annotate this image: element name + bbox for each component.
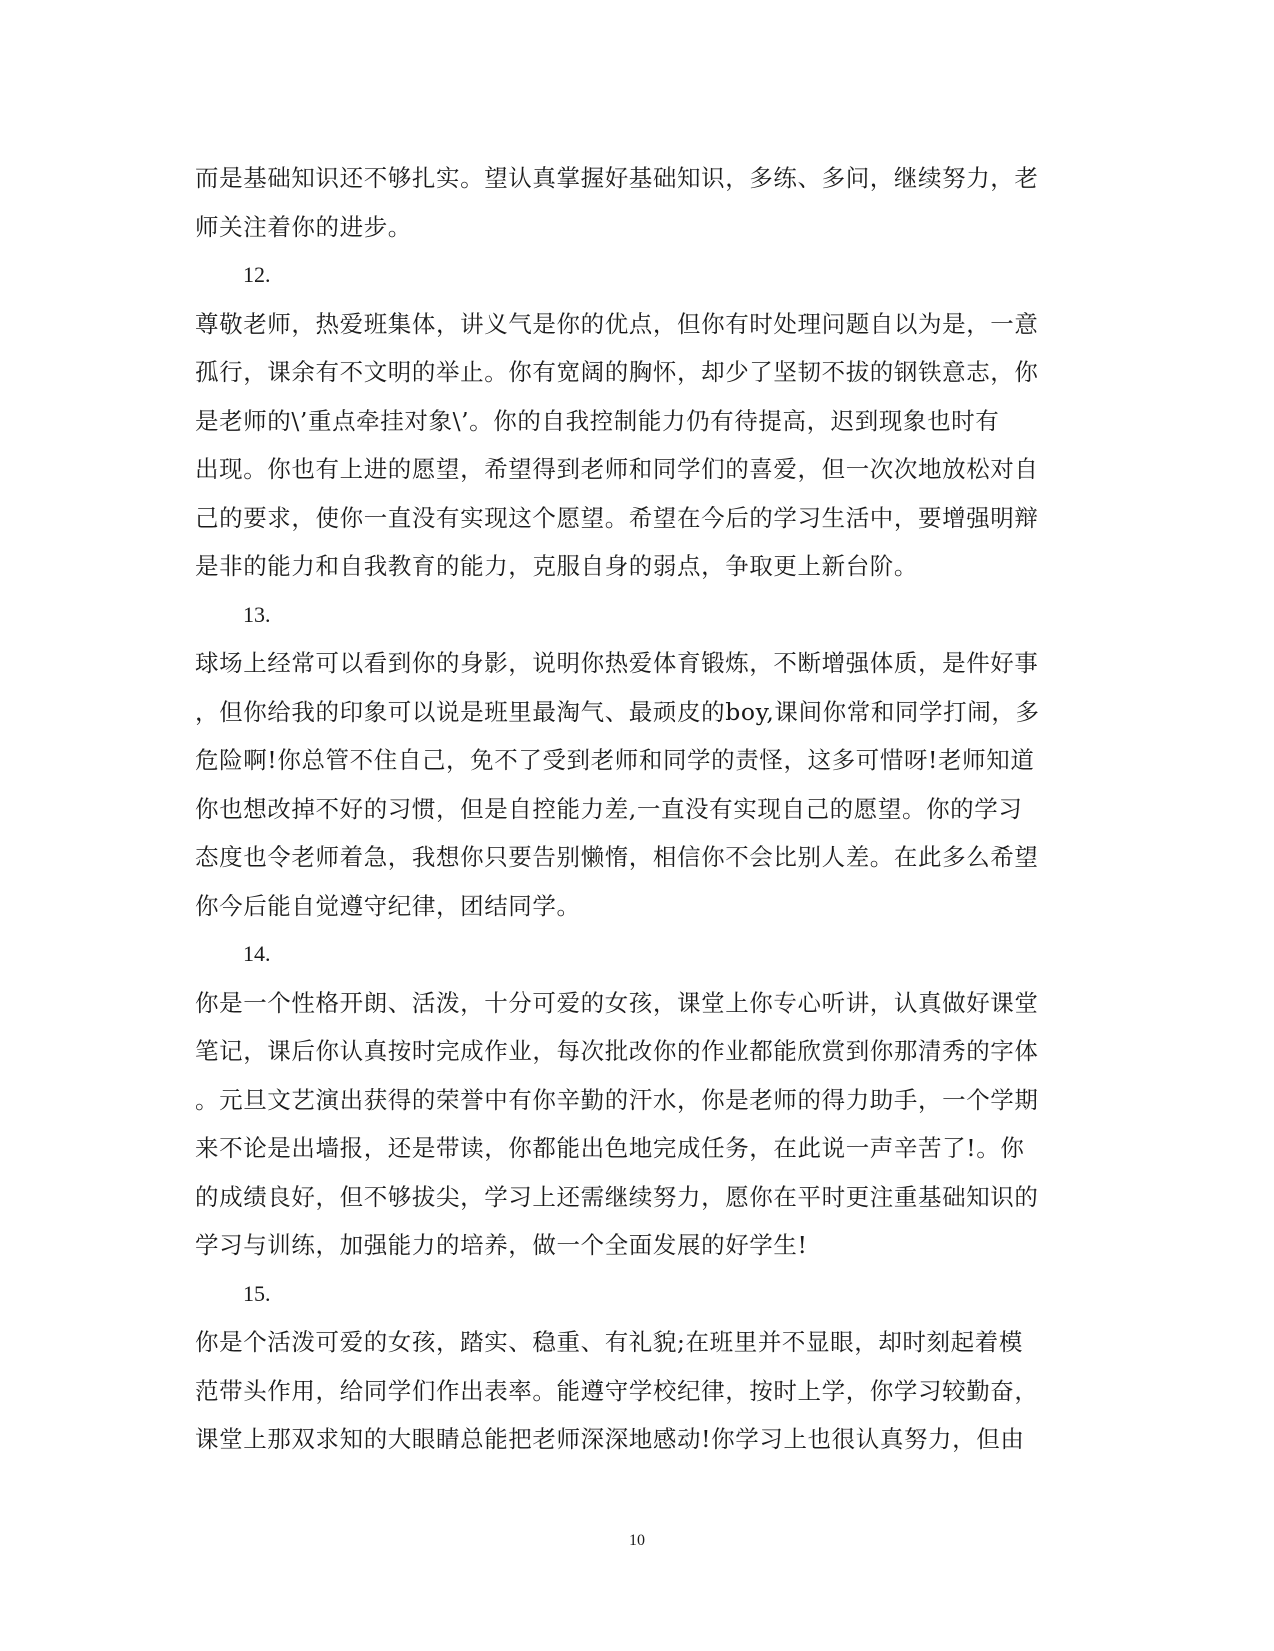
text-line: 而是基础知识还不够扎实。望认真掌握好基础知识，多练、多问，继续努力，老: [195, 164, 1039, 192]
text-line: 你是个活泼可爱的女孩，踏实、稳重、有礼貌;在班里并不显眼，却时刻起着模: [195, 1328, 1023, 1356]
text-line: 你今后能自觉遵守纪律，团结同学。: [195, 891, 581, 920]
text-line: 课堂上那双求知的大眼睛总能把老师深深地感动!你学习上也很认真努力，但由: [195, 1425, 1025, 1453]
section-number: 15.: [243, 1280, 271, 1306]
comment-section-13: [195, 591, 1075, 931]
text-line: 你是一个性格开朗、活泼，十分可爱的女孩，课堂上你专心听讲，认真做好课堂: [195, 988, 1039, 1017]
section-number: 12.: [243, 262, 271, 287]
text-line: 师关注着你的进步。: [195, 212, 412, 241]
comment-section-15: [195, 1270, 1075, 1464]
text-line: 笔记，课后你认真按时完成作业，每次批改你的作业都能欣赏到你那清秀的字体: [195, 1037, 1039, 1065]
text-line: 危险啊!你总管不住自己，免不了受到老师和同学的责怪，这多可惜呀!老师知道: [195, 746, 1035, 774]
comment-section-12: [195, 251, 1075, 591]
text-line: 是老师的\’重点牵挂对象\’。你的自我控制能力仍有待提高，迟到现象也时有: [195, 406, 1000, 435]
section-number: 13.: [243, 601, 271, 627]
text-line: 态度也令老师着急，我想你只要告别懒惰，相信你不会比别人差。在此多么希望: [195, 843, 1039, 871]
section-number: 14.: [243, 941, 271, 966]
text-line: 范带头作用，给同学们作出表率。能遵守学校纪律，按时上学，你学习较勤奋，: [195, 1376, 1039, 1405]
text-line: ，但你给我的印象可以说是班里最淘气、最顽皮的boy,课间你常和同学打闹，多: [195, 697, 1040, 726]
page-number: 10: [629, 1532, 645, 1549]
text-line: 你也想改掉不好的习惯，但是自控能力差,一直没有实现自己的愿望。你的学习: [195, 794, 1023, 823]
text-line: 出现。你也有上进的愿望，希望得到老师和同学们的喜爱，但一次次地放松对自: [195, 455, 1039, 483]
page-body: [195, 154, 1075, 1464]
text-line: 来不论是出墙报，还是带读，你都能出色地完成任务，在此说一声辛苦了!。你: [195, 1134, 1025, 1162]
text-line: 。元旦文艺演出获得的荣誉中有你辛勤的汗水，你是老师的得力助手，一个学期: [195, 1085, 1039, 1114]
text-line: 球场上经常可以看到你的身影，说明你热爱体育锻炼，不断增强体质，是件好事: [195, 649, 1039, 677]
text-line: 尊敬老师，热爱班集体，讲义气是你的优点，但你有时处理问题自以为是，一意: [195, 309, 1039, 338]
text-line: 孤行，课余有不文明的举止。你有宽阔的胸怀，却少了坚韧不拔的钢铁意志，你: [195, 358, 1039, 386]
text-line: 的成绩良好，但不够拔尖，学习上还需继续努力，愿你在平时更注重基础知识的: [195, 1182, 1039, 1211]
text-line: 是非的能力和自我教育的能力，克服自身的弱点，争取更上新台阶。: [195, 552, 918, 580]
text-line: 己的要求，使你一直没有实现这个愿望。希望在今后的学习生活中，要增强明辩: [195, 503, 1039, 532]
comment-section-14: [195, 930, 1075, 1270]
text-line: 学习与训练，加强能力的培养，做一个全面发展的好学生!: [195, 1231, 808, 1259]
